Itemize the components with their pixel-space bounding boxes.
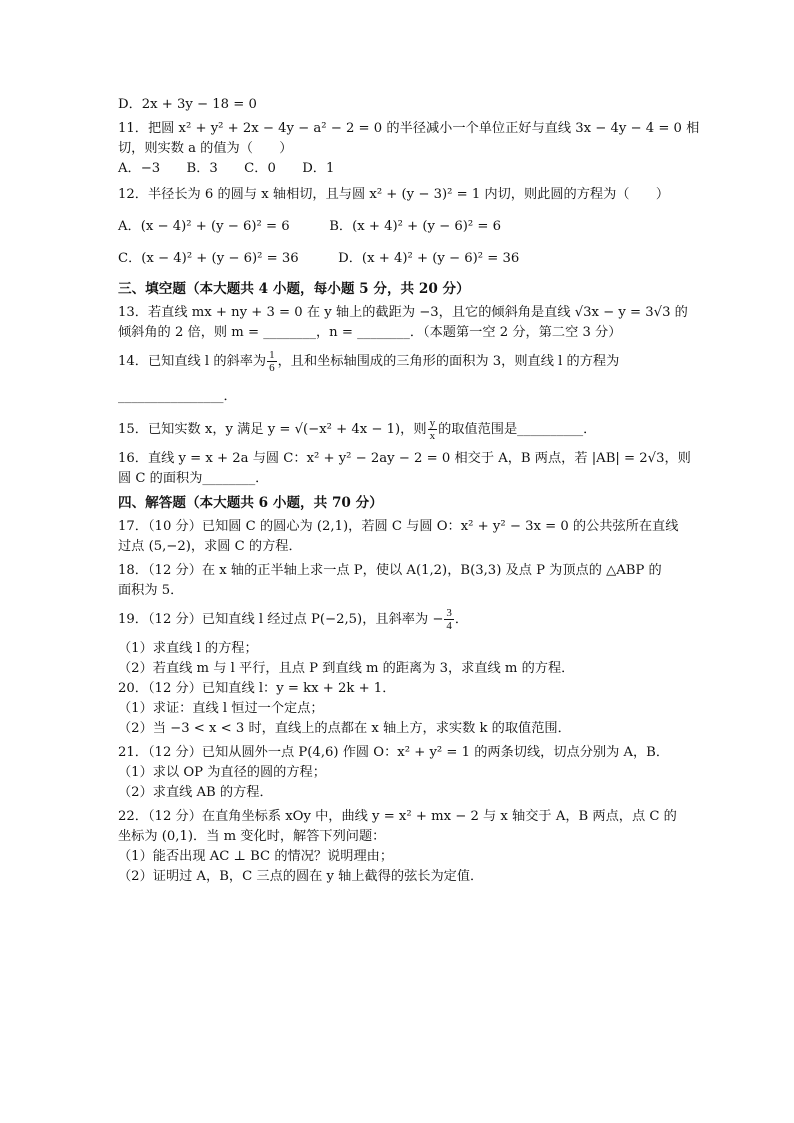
question-17-line-1: 17．（10 分）已知圆 C 的圆心为 (2,1)，若圆 C 与圆 O：x² + y² − 3x = 0 的公共弦所在直线 (118, 519, 679, 534)
question-15-text-a: 15．已知实数 x，y 满足 y = √(−x² + 4x − 1)，则 (118, 422, 427, 437)
section-4-heading: 四、解答题（本大题共 6 小题，共 70 分） (118, 495, 383, 511)
fraction-denominator: 6 (269, 362, 275, 374)
question-15 (118, 416, 678, 444)
question-18-line-1: 18．（12 分）在 x 轴的正半轴上求一点 P，使以 A(1,2)，B(3,3) 及点 P 为顶点的 △ABP 的 (118, 563, 662, 578)
question-16-line-1: 16．直线 y = x + 2a 与圆 C：x² + y² − 2ay − 2 = 0 相交于 A，B 两点，若 |AB| = 2√3，则 (118, 451, 691, 466)
question-16-line-2: 圆 C 的面积为________． (118, 471, 269, 486)
question-22-line-1: 22．（12 分）在直角坐标系 xOy 中，曲线 y = x² + mx − 2 与 x 轴交于 A，B 两点，点 C 的 (118, 809, 677, 824)
question-22-line-2: 坐标为 (0,1)．当 m 变化时，解答下列问题： (118, 829, 386, 844)
question-11-line-1: 11．把圆 x² + y² + 2x − 4y − a² − 2 = 0 的半径减小一个单位正好与直线 3x − 4y − 4 = 0 相 (118, 121, 700, 136)
question-11-line-2: 切，则实数 a 的值为（ ） (118, 141, 293, 156)
question-20-stem: 20．（12 分）已知直线 l：y = kx + 2k + 1． (118, 681, 396, 696)
question-13-line-1: 13．若直线 mx + ny + 3 = 0 在 y 轴上的截距为 −3，且它的倾斜角是直线 √3x − y = 3√3 的 (118, 305, 688, 320)
question-22-part-1: （1）能否出现 AC ⊥ BC 的情况？说明理由； (118, 849, 394, 864)
question-14-answer-blank: ________________． (118, 389, 237, 404)
question-15-text-b: 的取值范围是__________． (438, 422, 597, 437)
question-12-stem: 12．半径长为 6 的圆与 x 轴相切，且与圆 x² + (y − 3)² = 1 内切，则此圆的方程为（ ） (118, 187, 670, 202)
question-12-options-cd: C．(x − 4)² + (y − 6)² = 36 D．(x + 4)² + (y − 6)² = 36 (118, 251, 520, 266)
fraction-numerator: 3 (446, 607, 452, 619)
question-18-line-2: 面积为 5． (118, 583, 184, 598)
question-13-line-2: 倾斜角的 2 倍，则 m = ________，n = ________．（本题第一空 2 分，第二空 3 分） (118, 325, 622, 340)
ratio-fraction (428, 417, 438, 442)
question-22-part-2: （2）证明过 A，B，C 三点的圆在 y 轴上截得的弦长为定值． (118, 869, 484, 884)
slope-fraction (267, 349, 277, 374)
question-19-text-b: ． (454, 612, 469, 627)
fraction-numerator: y (429, 417, 436, 429)
question-21-part-2: （2）求直线 AB 的方程． (118, 785, 273, 800)
question-19-part-2: （2）若直线 m 与 l 平行，且点 P 到直线 m 的距离为 3，求直线 m 的方程． (118, 661, 575, 676)
question-12-options-ab: A．(x − 4)² + (y − 6)² = 6 B．(x + 4)² + (y − 6)² = 6 (118, 219, 502, 234)
question-20-part-2: （2）当 −3 < x < 3 时，直线上的点都在 x 轴上方，求实数 k 的取值范围． (118, 721, 571, 736)
question-19-text-a: 19．（12 分）已知直线 l 经过点 P(−2,5)，且斜率为 − (118, 612, 444, 627)
fraction-denominator: 4 (446, 620, 452, 632)
question-17-line-2: 过点 (5,−2)，求圆 C 的方程． (118, 539, 302, 554)
question-19-part-1: （1）求直线 l 的方程； (118, 641, 258, 656)
slope-fraction (444, 607, 454, 632)
question-20-part-1: （1）求证：直线 l 恒过一个定点； (118, 701, 324, 716)
question-14-line-1 (118, 348, 678, 376)
question-19-stem (118, 606, 678, 634)
question-11-options: A．−3 B．3 C．0 D．1 (118, 161, 335, 176)
question-14-text-b: ，且和坐标轴围成的三角形的面积为 3，则直线 l 的方程为 (277, 354, 620, 369)
fraction-numerator: 1 (269, 349, 275, 361)
question-21-stem: 21．（12 分）已知从圆外一点 P(4,6) 作圆 O：x² + y² = 1 的两条切线，切点分别为 A，B． (118, 745, 670, 760)
question-14-text-a: 14．已知直线 l 的斜率为 (118, 354, 267, 369)
question-21-part-1: （1）求以 OP 为直径的圆的方程； (118, 765, 326, 780)
section-3-heading: 三、填空题（本大题共 4 小题，每小题 5 分，共 20 分） (118, 281, 470, 297)
fraction-denominator: x (429, 430, 436, 442)
option-d-q10: D．2x + 3y − 18 = 0 (118, 97, 257, 112)
exam-page (118, 96, 700, 888)
